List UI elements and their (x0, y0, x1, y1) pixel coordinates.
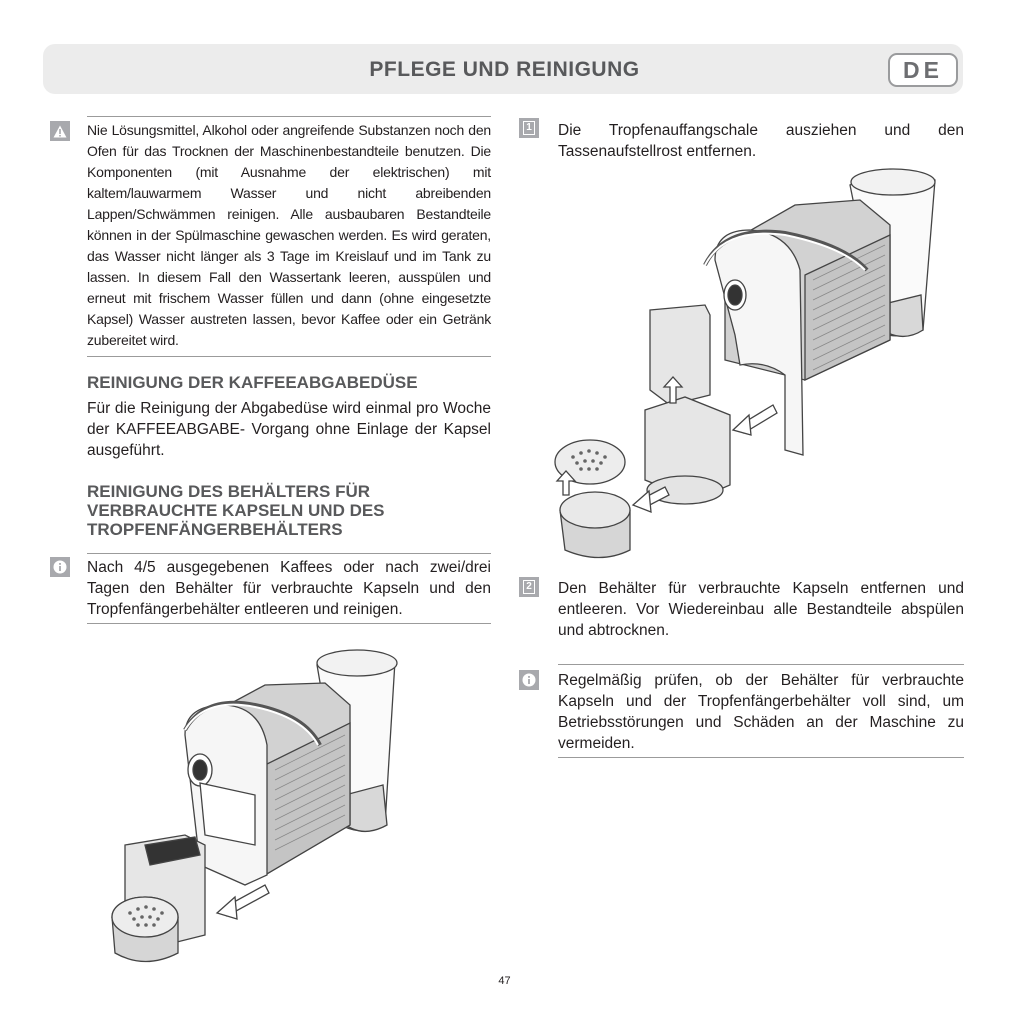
step-2-number-icon: 2 (519, 577, 539, 597)
section-heading-containers: REINIGUNG DES BEHÄLTERS FÜR VERBRAUCHTE KAPSELN UND DES TROPFENFÄNGERBEHÄLTERS (87, 482, 385, 539)
machine-container-removal-illustration (105, 635, 405, 970)
info-icon (50, 557, 70, 577)
page-title: PFLEGE UND REINIGUNG (369, 58, 640, 81)
step-1-number-icon: 1 (519, 118, 539, 138)
note-text: Regelmäßig prüfen, ob der Behälter für verbrauchte Kapseln und der Tropfenfängerbehälter voll sind, um Betriebsstörungen und Schäden an der Maschine zu vermeiden. (558, 672, 964, 752)
machine-exploded-view-illustration (545, 165, 945, 560)
info-icon (519, 670, 539, 690)
page-number: 47 (498, 975, 511, 987)
step-1-text: Die Tropfenauffangschale ausziehen und den Tassenaufstellrost entfernen. (558, 122, 964, 160)
divider (87, 553, 491, 554)
language-badge: DE (888, 53, 958, 87)
nozzle-cleaning-text: Für die Reinigung der Abgabedüse wird einmal pro Woche der KAFFEEABGABE- Vorgang ohne Einlage der Kapsel ausgeführt. (87, 400, 491, 459)
divider (87, 356, 491, 357)
warning-icon (50, 121, 70, 141)
step-2-text: Den Behälter für verbrauchte Kapseln entfernen und entleeren. Vor Wiedereinbau alle Bestandteile abspülen und abtrocknen. (558, 580, 964, 639)
divider (87, 623, 491, 624)
divider (558, 757, 964, 758)
divider (558, 664, 964, 665)
section-heading-nozzle: REINIGUNG DER KAFFEEABGABEDÜSE (87, 373, 418, 392)
divider (87, 116, 491, 117)
container-cleaning-text: Nach 4/5 ausgegebenen Kaffees oder nach zwei/drei Tagen den Behälter für verbrauchte Kapseln und den Tropfenfängerbehälter entleeren und reinigen. (87, 559, 491, 618)
warning-text: Nie Lösungsmittel, Alkohol oder angreifende Substanzen noch den Ofen für das Trocknen der Maschinenbestandteile benutzen. Die Komponenten (mit Ausnahme der elektrischen) mit kaltem/lauwarmem Wasser und nicht abreibenden Lappen/Schwämmen reinigen. Alle ausbaubaren Bestandteile können in der Spülmaschine gewaschen werden. Es wird geraten, das Wasser nicht länger als 3 Tage im Kreislauf und im Tank zu lassen. In diesem Fall den Wassertank leeren, ausspülen und erneut mit frischem Wasser füllen und dann (ohne eingesetzte Kapsel) Wasser austreten lassen, bevor Kaffee oder ein Getränk zubereitet wird. (87, 122, 491, 348)
